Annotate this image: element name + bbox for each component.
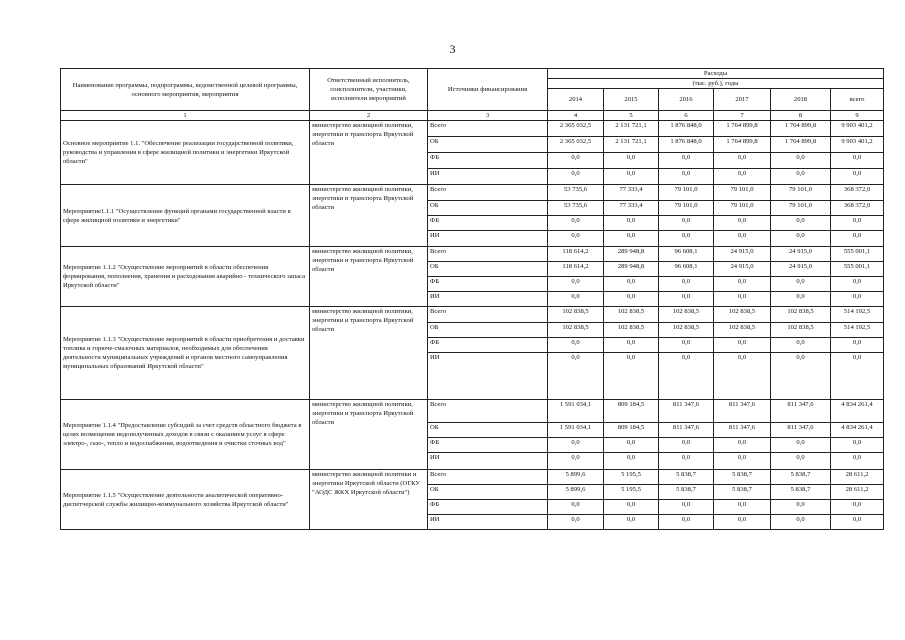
funding-source: ИИ (428, 515, 548, 530)
value-year: 0,0 (548, 153, 604, 169)
value-year: 0,0 (548, 169, 604, 185)
value-year: 118 614,2 (548, 262, 604, 277)
header-source: Источники финансирования (428, 69, 548, 111)
program-name: Мероприятие1.1.1 "Осуществление функций органами государственной власти в сфере жилищной политики и энергетики" (61, 185, 310, 247)
value-year: 1 876 848,0 (659, 137, 714, 153)
value-year: 0,0 (659, 338, 714, 353)
value-year: 0,0 (604, 277, 659, 292)
value-year: 2 131 721,1 (604, 137, 659, 153)
value-year: 102 838,5 (714, 307, 771, 323)
executor-name: министерство жилищной политики, энергетики и транспорта Иркутской области (310, 307, 428, 400)
value-total: 0,0 (831, 277, 884, 292)
value-year: 0,0 (714, 153, 771, 169)
value-total: 0,0 (831, 338, 884, 353)
value-year: 0,0 (659, 515, 714, 530)
header-year: 2017 (714, 89, 771, 111)
value-year: 0,0 (771, 153, 831, 169)
value-total: 0,0 (831, 438, 884, 453)
value-year: 102 838,5 (548, 307, 604, 323)
value-year: 0,0 (604, 216, 659, 231)
value-year: 809 184,5 (604, 400, 659, 423)
value-year: 53 735,6 (548, 185, 604, 201)
header-units: (тыс. руб.), годы (548, 79, 884, 89)
value-year: 0,0 (604, 338, 659, 353)
financing-table (60, 68, 884, 530)
value-year: 102 838,5 (604, 307, 659, 323)
value-year: 0,0 (714, 515, 771, 530)
value-year: 0,0 (548, 438, 604, 453)
column-number: 6 (659, 111, 714, 121)
value-year: 5 838,7 (771, 470, 831, 485)
value-year: 96 608,1 (659, 262, 714, 277)
funding-source: ФБ (428, 216, 548, 231)
value-year: 0,0 (548, 353, 604, 400)
value-total: 0,0 (831, 292, 884, 307)
funding-source: ОБ (428, 323, 548, 338)
value-year: 0,0 (548, 292, 604, 307)
value-year: 1 876 848,0 (659, 121, 714, 137)
header-year: 2014 (548, 89, 604, 111)
page-number: 3 (449, 42, 456, 56)
value-year: 0,0 (714, 216, 771, 231)
value-year: 0,0 (548, 515, 604, 530)
header-year: 2016 (659, 89, 714, 111)
value-year: 0,0 (714, 231, 771, 247)
value-year: 24 915,0 (714, 247, 771, 262)
value-year: 5 838,7 (714, 485, 771, 500)
program-name: Мероприятие 1.1.3 "Осуществление мероприятий в области приобретения и доставки топлива и горюче-смазочных материалов, необходимых для обеспечения деятельности муниципальных учреждений и органов местного самоуправления муниципальных образований Иркутской области" (61, 307, 310, 400)
value-total: 368 372,0 (831, 185, 884, 201)
value-year: 5 838,7 (659, 470, 714, 485)
value-total: 0,0 (831, 453, 884, 470)
program-name: Мероприятие 1.1.5 "Осуществление деятельности аналитической оперативно-диспетчерской службы жилищно-коммунального хозяйства Иркутской области" (61, 470, 310, 530)
funding-source: ОБ (428, 137, 548, 153)
column-number: 1 (61, 111, 310, 121)
funding-source: ОБ (428, 423, 548, 438)
value-year: 0,0 (659, 292, 714, 307)
funding-source: ФБ (428, 277, 548, 292)
value-year: 102 838,5 (604, 323, 659, 338)
funding-source: Всего (428, 470, 548, 485)
value-year: 5 195,5 (604, 485, 659, 500)
value-year: 0,0 (714, 277, 771, 292)
value-total: 0,0 (831, 169, 884, 185)
value-year: 809 184,5 (604, 423, 659, 438)
funding-source: Всего (428, 247, 548, 262)
value-year: 79 101,0 (771, 201, 831, 216)
value-year: 0,0 (659, 216, 714, 231)
value-year: 77 333,4 (604, 185, 659, 201)
funding-source: ИИ (428, 169, 548, 185)
value-year: 0,0 (714, 169, 771, 185)
value-year: 0,0 (604, 515, 659, 530)
value-year: 5 899,6 (548, 470, 604, 485)
table-row (61, 307, 884, 323)
value-year: 5 899,6 (548, 485, 604, 500)
funding-source: ИИ (428, 353, 548, 400)
header-executor: Ответственный исполнитель, соисполнители, участники, исполнители мероприятий (310, 69, 428, 111)
funding-source: ФБ (428, 153, 548, 169)
value-year: 0,0 (771, 169, 831, 185)
value-year: 811 347,6 (771, 400, 831, 423)
value-year: 0,0 (548, 500, 604, 515)
value-year: 0,0 (604, 500, 659, 515)
funding-source: ИИ (428, 292, 548, 307)
value-year: 24 915,0 (771, 262, 831, 277)
column-number: 4 (548, 111, 604, 121)
value-year: 0,0 (771, 216, 831, 231)
value-year: 1 764 899,8 (714, 137, 771, 153)
value-year: 0,0 (604, 438, 659, 453)
value-year: 102 838,5 (659, 307, 714, 323)
value-total: 555 001,1 (831, 262, 884, 277)
value-year: 79 101,0 (714, 201, 771, 216)
value-year: 0,0 (771, 500, 831, 515)
value-year: 289 948,8 (604, 247, 659, 262)
value-year: 1 591 034,1 (548, 423, 604, 438)
table-row (61, 121, 884, 137)
value-year: 0,0 (659, 231, 714, 247)
value-year: 79 101,0 (659, 201, 714, 216)
value-total: 4 834 261,4 (831, 423, 884, 438)
value-year: 0,0 (604, 453, 659, 470)
value-year: 2 131 721,1 (604, 121, 659, 137)
header-year-total: всего (831, 89, 884, 111)
value-year: 79 101,0 (714, 185, 771, 201)
funding-source: Всего (428, 400, 548, 423)
value-year: 811 347,6 (659, 400, 714, 423)
value-year: 2 365 032,5 (548, 137, 604, 153)
value-year: 0,0 (659, 277, 714, 292)
value-year: 0,0 (659, 169, 714, 185)
program-name: Мероприятие 1.1.4 "Предоставление субсидий за счет средств областного бюджета в целях возмещения недополученных доходов в связи с оказанием услуг в сфере электро-, газо-, тепло и водоснабжения, водоотведения и очистки сточных вод" (61, 400, 310, 470)
header-year: 2015 (604, 89, 659, 111)
value-year: 24 915,0 (714, 262, 771, 277)
value-total: 28 611,2 (831, 470, 884, 485)
funding-source: ФБ (428, 500, 548, 515)
funding-source: ФБ (428, 438, 548, 453)
value-year: 0,0 (771, 515, 831, 530)
funding-source: ИИ (428, 231, 548, 247)
value-total: 28 611,2 (831, 485, 884, 500)
value-year: 102 838,5 (659, 323, 714, 338)
value-year: 96 608,1 (659, 247, 714, 262)
table-row (61, 247, 884, 262)
funding-source: ИИ (428, 453, 548, 470)
value-year: 0,0 (771, 338, 831, 353)
value-year: 102 838,5 (771, 307, 831, 323)
value-year: 102 838,5 (714, 323, 771, 338)
executor-name: министерство жилищной политики, энергетики и транспорта Иркутской области (310, 247, 428, 307)
executor-name: министерство жилищной политики, энергетики и транспорта Иркутской области (310, 121, 428, 185)
value-year: 811 347,6 (714, 423, 771, 438)
value-year: 0,0 (714, 338, 771, 353)
value-total: 0,0 (831, 153, 884, 169)
value-year: 0,0 (714, 453, 771, 470)
value-year: 0,0 (714, 438, 771, 453)
value-year: 0,0 (548, 216, 604, 231)
value-year: 0,0 (771, 353, 831, 400)
value-year: 0,0 (604, 353, 659, 400)
value-year: 79 101,0 (771, 185, 831, 201)
column-number: 7 (714, 111, 771, 121)
funding-source: ОБ (428, 485, 548, 500)
value-total: 0,0 (831, 231, 884, 247)
value-year: 811 347,6 (659, 423, 714, 438)
value-year: 24 915,0 (771, 247, 831, 262)
value-year: 1 591 034,1 (548, 400, 604, 423)
header-expenses: Расходы (548, 69, 884, 79)
value-year: 79 101,0 (659, 185, 714, 201)
value-year: 811 347,6 (714, 400, 771, 423)
value-year: 0,0 (659, 500, 714, 515)
funding-source: Всего (428, 121, 548, 137)
value-year: 77 333,4 (604, 201, 659, 216)
value-year: 0,0 (714, 292, 771, 307)
value-total: 0,0 (831, 500, 884, 515)
value-year: 0,0 (604, 153, 659, 169)
executor-name: министерство жилищной политики и энергетики Иркутской области (ОГКУ "АОДС ЖКХ Иркутской области") (310, 470, 428, 530)
value-year: 0,0 (771, 277, 831, 292)
value-year: 118 614,2 (548, 247, 604, 262)
executor-name: министерство жилищной политики, энергетики и транспорта Иркутской области (310, 400, 428, 470)
funding-source: ОБ (428, 201, 548, 216)
funding-source: Всего (428, 307, 548, 323)
value-year: 5 838,7 (714, 470, 771, 485)
value-year: 0,0 (771, 438, 831, 453)
column-number: 8 (771, 111, 831, 121)
value-year: 0,0 (604, 169, 659, 185)
table-row (61, 400, 884, 423)
table-row (61, 185, 884, 201)
value-year: 0,0 (771, 453, 831, 470)
value-total: 514 192,5 (831, 323, 884, 338)
executor-name: министерство жилищной политики, энергетики и транспорта Иркутской области (310, 185, 428, 247)
column-number: 2 (310, 111, 428, 121)
value-total: 0,0 (831, 216, 884, 231)
value-total: 0,0 (831, 515, 884, 530)
table-row (61, 470, 884, 485)
value-year: 0,0 (714, 353, 771, 400)
value-total: 555 001,1 (831, 247, 884, 262)
column-number: 3 (428, 111, 548, 121)
value-year: 102 838,5 (548, 323, 604, 338)
value-year: 0,0 (548, 231, 604, 247)
value-total: 0,0 (831, 353, 884, 400)
value-year: 0,0 (659, 153, 714, 169)
value-total: 514 192,5 (831, 307, 884, 323)
value-year: 0,0 (604, 292, 659, 307)
funding-source: Всего (428, 185, 548, 201)
value-year: 2 365 032,5 (548, 121, 604, 137)
value-total: 368 372,0 (831, 201, 884, 216)
funding-source: ОБ (428, 262, 548, 277)
value-year: 5 838,7 (659, 485, 714, 500)
funding-source: ФБ (428, 338, 548, 353)
value-year: 0,0 (604, 231, 659, 247)
value-year: 811 347,6 (771, 423, 831, 438)
value-year: 5 838,7 (771, 485, 831, 500)
value-year: 0,0 (548, 338, 604, 353)
value-year: 0,0 (771, 292, 831, 307)
value-year: 289 948,8 (604, 262, 659, 277)
value-total: 9 903 401,2 (831, 121, 884, 137)
value-year: 0,0 (548, 277, 604, 292)
value-year: 53 735,6 (548, 201, 604, 216)
header-year: 2018 (771, 89, 831, 111)
header-program: Наименование программы, подпрограммы, ведомственной целевой программы, основного мероприятия, мероприятия (61, 69, 310, 111)
value-year: 5 195,5 (604, 470, 659, 485)
value-year: 1 764 899,8 (771, 121, 831, 137)
value-year: 0,0 (548, 453, 604, 470)
value-year: 0,0 (714, 500, 771, 515)
program-name: Основное мероприятие 1.1. "Обеспечение реализации государственной политики, руководства и управления в сфере жилищной политики и энергетики Иркутской области" (61, 121, 310, 185)
value-year: 1 764 899,8 (714, 121, 771, 137)
value-year: 0,0 (659, 438, 714, 453)
program-name: Мероприятие 1.1.2 "Осуществление мероприятий в области обеспечения формирования, пополнения, хранения и расходования аварийно - технического запаса Иркутской области" (61, 247, 310, 307)
value-year: 0,0 (771, 231, 831, 247)
column-number: 5 (604, 111, 659, 121)
value-year: 0,0 (659, 353, 714, 400)
value-year: 0,0 (659, 453, 714, 470)
value-total: 9 903 401,2 (831, 137, 884, 153)
value-year: 102 838,5 (771, 323, 831, 338)
value-year: 1 764 899,8 (771, 137, 831, 153)
value-total: 4 834 261,4 (831, 400, 884, 423)
column-number: 9 (831, 111, 884, 121)
